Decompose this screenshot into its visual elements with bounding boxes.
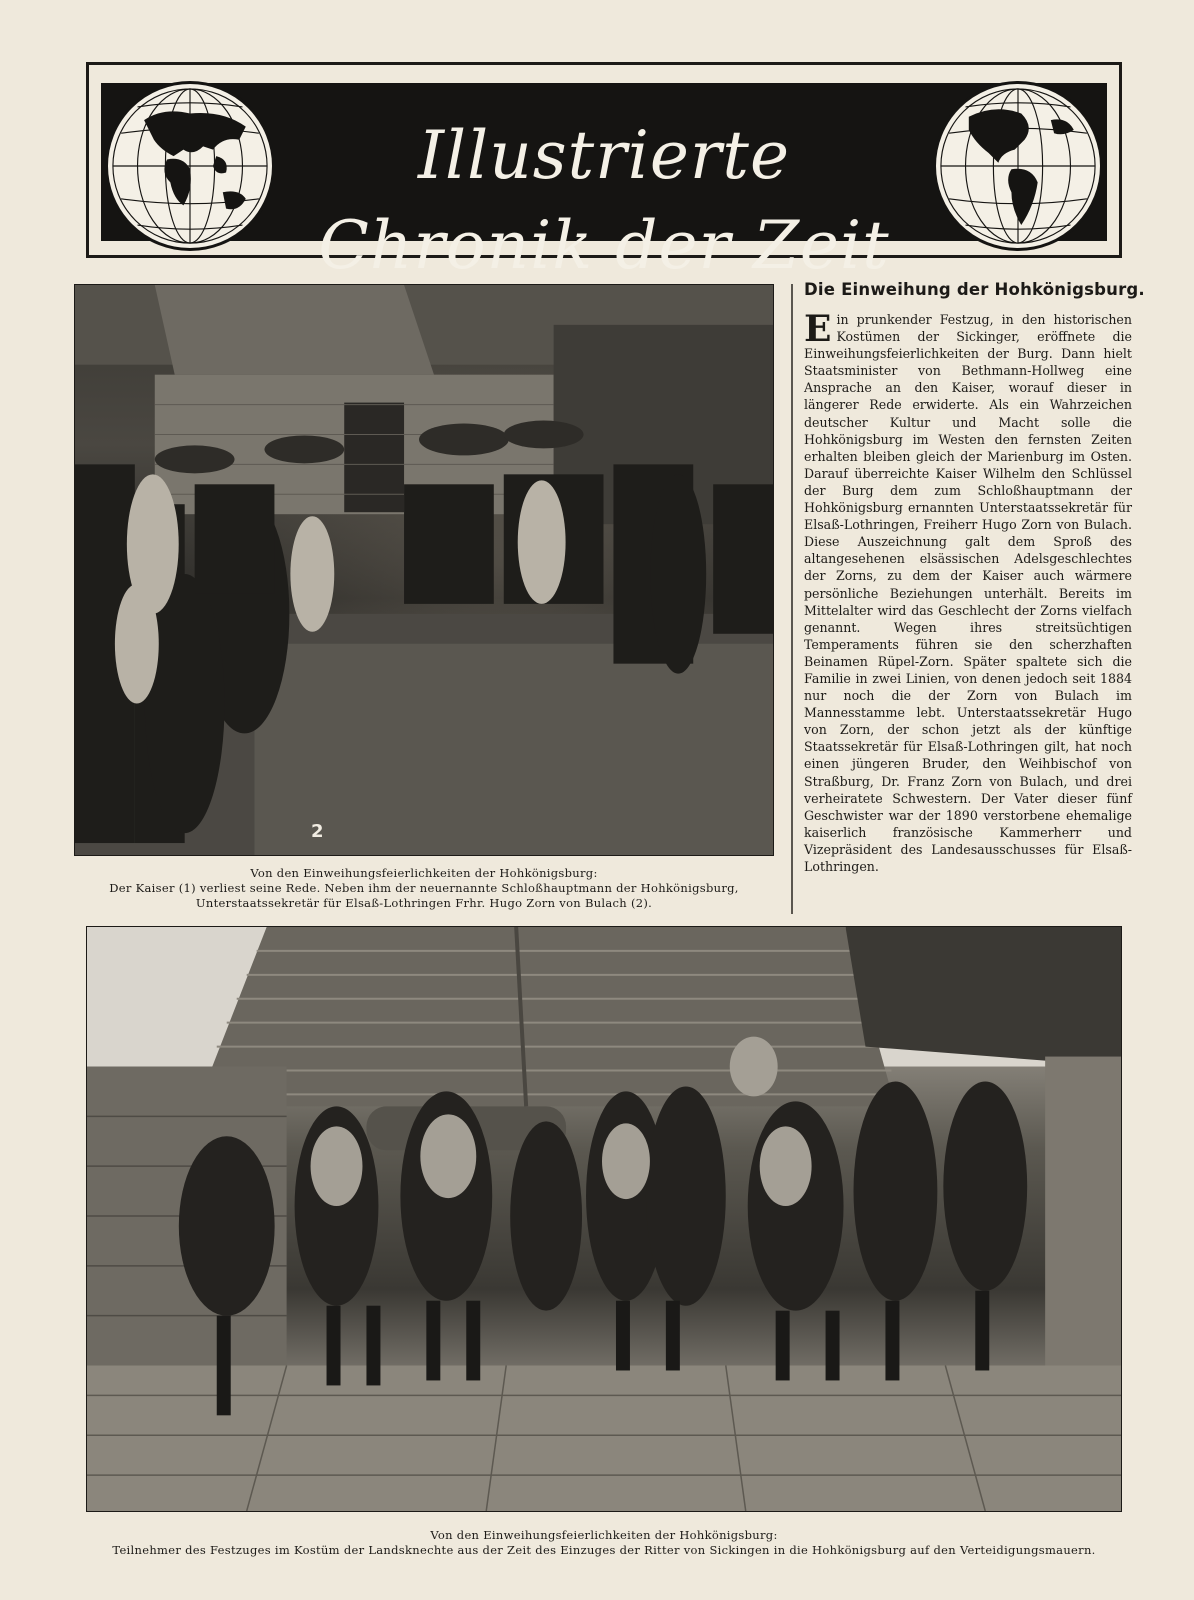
article: [804, 280, 1145, 875]
caption-line: Unterstaatssekretär für Elsaß-Lothringen Frhr. Hugo Zorn von Bulach (2).: [195, 896, 653, 910]
caption-line: Von den Einweihungsfeierlichkeiten der Hohkönigsburg:: [430, 1528, 778, 1542]
photo-kaiser-speech: [74, 284, 774, 856]
photo1-caption: [66, 866, 782, 911]
photo-landsknechte: [86, 926, 1122, 1512]
caption-line: Teilnehmer des Festzuges im Kostüm der Landsknechte aus der Zeit des Einzuges der Ritter von Sickingen in die Hohkönigsburg auf den Verteidigungsmauern.: [112, 1543, 1096, 1557]
masthead-banner: [101, 83, 1107, 284]
caption-line: Von den Einweihungsfeierlichkeiten der Hohkönigsburg:: [250, 866, 598, 880]
column-divider: [791, 284, 793, 914]
globe-eastern-hemisphere-icon: [105, 81, 275, 251]
photo-number-label: 2: [311, 821, 324, 842]
dropcap: E: [804, 308, 832, 350]
caption-line: Der Kaiser (1) verliest seine Rede. Neben ihm der neuernannte Schloßhauptmann der Hohkönigsburg,: [109, 881, 739, 895]
article-body: [804, 308, 1132, 875]
photo2-caption: [70, 1528, 1138, 1558]
article-title: Die Einweihung der Hohkönigsburg.: [804, 280, 1145, 299]
masthead-title: Illustrierte Chronik der Zeit: [318, 117, 890, 284]
masthead: [86, 62, 1122, 284]
article-text: in prunkender Festzug, in den historischen Kostümen der Sickinger, eröffnete die Einweihungsfeierlichkeiten der Burg. Dann hielt Staatsminister von Bethmann-Hollweg eine Ansprache an den Kaiser, worauf dieser in längerer Rede erwiderte. Als ein Wahrzeichen deutscher Kultur und Macht solle die Hohkönigsburg im Westen den fernsten Zeiten erhalten bleiben gleich der Marienburg im Osten. Darauf überreichte Kaiser Wilhelm den Schlüssel der Burg dem zum Schloßhauptmann der Hohkönigsburg ernannten Unterstaatssekretär für Elsaß-Lothringen, Freiherr Hugo Zorn von Bulach. Diese Auszeichnung galt dem Sproß des altangesehenen elsässischen Adelsgeschlechtes der Zorns, zu dem der Kaiser auch wärmere persönliche Beziehungen unterhält. Bereits im Mittelalter wird das Geschlecht der Zorns vielfach genannt. Wegen ihres streitsüchtigen Temperaments führen sie den scherzhaften Beinamen Rüpel-Zorn. Später spaltete sich die Familie in zwei Linien, von denen jedoch seit 1884 nur noch die der Zorn von Bulach im Mannesstamme lebt. Unterstaatssekretär Hugo von Zorn, der schon jetzt als der künftige Staatssekretär für Elsaß-Lothringen gilt, hat noch einen jüngeren Bruder, den Weihbischof von Straßburg, Dr. Franz Zorn von Bulach, und drei verheiratete Schwestern. Der Vater dieser fünf Geschwister war der 1890 verstorbene ehemalige kaiserlich französische Kammerherr und Vizepräsident des Landesausschusses für Elsaß-Lothringen.: [804, 312, 1132, 874]
globe-western-hemisphere-icon: [933, 81, 1103, 251]
